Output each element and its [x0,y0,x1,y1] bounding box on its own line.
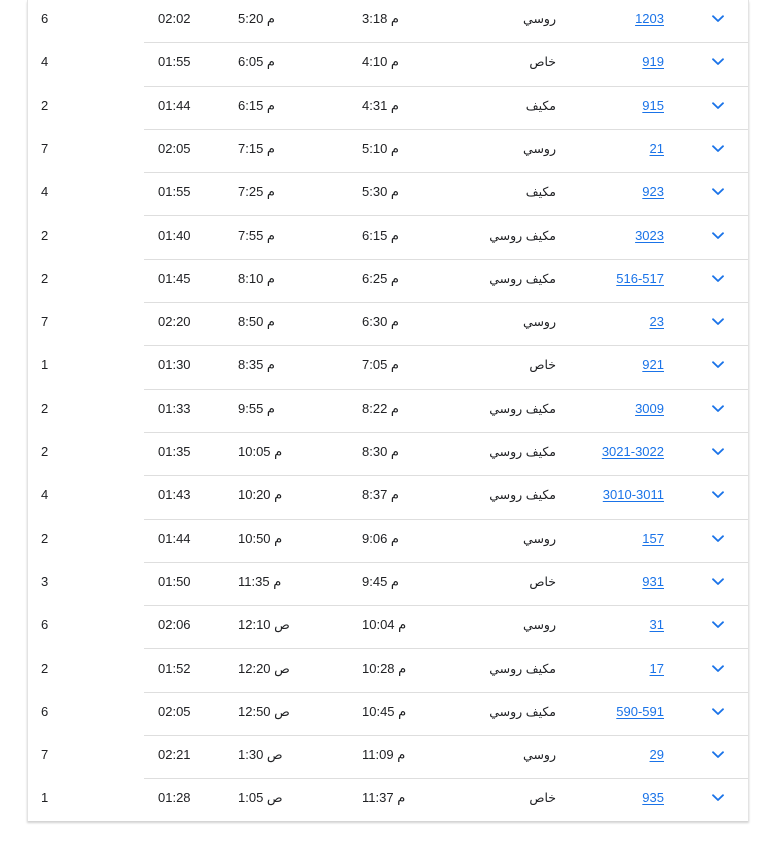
departure-time: 7:05 م [362,357,399,373]
train-type: خاص [529,574,556,589]
table-row [28,0,748,43]
expand-row-button[interactable] [710,0,726,43]
train-type: روسي [523,618,556,633]
expand-row-button[interactable] [710,433,726,476]
trip-duration: 01:44 [158,97,191,113]
chevron-down-icon [712,145,724,153]
chevron-down-icon [712,448,724,456]
trip-duration: 01:52 [158,660,191,676]
train-type: خاص [529,791,556,806]
trip-duration: 01:35 [158,444,191,459]
stops-count: 2 [41,270,49,286]
expand-row-button[interactable] [710,779,726,822]
stops-count: 4 [41,54,49,70]
departure-time: 6:30 م [362,314,399,330]
table-row [28,260,748,303]
arrival-time: 12:10 ص [238,617,290,633]
chevron-down-icon [712,58,724,66]
chevron-down-icon [712,794,724,802]
train-type: مكيف روسي [489,401,556,416]
stops-count: 7 [41,140,49,156]
train-type: روسي [523,748,556,763]
trip-duration: 01:44 [158,530,191,546]
table-row [28,563,748,606]
train-number-link[interactable]: 3009 [635,400,664,416]
chevron-down-icon [712,102,724,110]
expand-row-button[interactable] [710,130,726,173]
departure-time: 6:15 م [362,227,399,243]
departure-time: 4:10 م [362,54,399,70]
arrival-time: 1:05 ص [238,790,283,806]
departure-time: 3:18 م [362,11,399,26]
departure-time: 10:28 م [362,660,407,676]
stops-count: 2 [41,400,49,416]
table-row [28,476,748,519]
table-row [28,303,748,346]
chevron-down-icon [712,405,724,413]
chevron-down-icon [712,708,724,716]
trip-duration: 01:40 [158,227,191,243]
train-type: مكيف روسي [489,488,556,503]
departure-time: 5:30 م [362,184,399,200]
train-type: مكيف روسي [489,445,556,459]
table-row [28,433,748,476]
expand-row-button[interactable] [710,87,726,130]
stops-count: 1 [41,790,49,806]
stops-count: 3 [41,573,49,589]
table-row [28,390,748,433]
train-number-link[interactable]: 921 [642,357,664,373]
table-row [28,130,748,173]
departure-time: 5:10 م [362,140,399,156]
arrival-time: 9:55 م [238,400,275,416]
train-type: مكيف [525,98,556,113]
expand-row-button[interactable] [710,260,726,303]
table-row [28,650,748,693]
chevron-down-icon [712,578,724,586]
arrival-time: 12:20 ص [238,660,290,676]
table-row [28,736,748,779]
stops-count: 6 [41,617,49,633]
departure-time: 10:04 م [362,617,407,633]
stops-count: 7 [41,747,49,763]
expand-row-button[interactable] [710,520,726,563]
table-row [28,87,748,130]
arrival-time: 10:05 م [238,444,283,459]
expand-row-button[interactable] [710,650,726,693]
train-type: مكيف روسي [489,228,556,243]
table-row [28,779,748,822]
train-number-link[interactable]: 935 [642,790,664,806]
train-number-link[interactable]: 1203 [635,11,664,26]
expand-row-button[interactable] [710,173,726,216]
train-number-link[interactable]: 3023 [635,227,664,243]
departure-time: 8:30 م [362,444,399,459]
trip-duration: 02:05 [158,703,191,719]
trip-duration: 02:06 [158,617,191,633]
arrival-time: 10:20 م [238,487,283,503]
stops-count: 6 [41,11,49,26]
train-type: مكيف روسي [489,271,556,286]
train-type: روسي [523,141,556,156]
chevron-down-icon [712,361,724,369]
departure-time: 9:45 م [362,573,399,589]
table-row [28,217,748,260]
departure-time: 11:09 م [362,747,406,763]
train-number-link[interactable]: 17 [649,660,664,676]
arrival-time: 11:35 م [238,573,282,589]
expand-row-button[interactable] [710,606,726,649]
table-row [28,43,748,86]
arrival-time: 8:50 م [238,314,275,330]
train-type: روسي [523,315,556,330]
trip-duration: 01:28 [158,790,191,806]
train-number-link[interactable]: 915 [642,97,664,113]
stops-count: 4 [41,184,49,200]
table-row [28,520,748,563]
stops-count: 2 [41,97,49,113]
train-number-link[interactable]: 931 [642,573,664,589]
trip-duration: 01:33 [158,400,191,416]
train-type: مكيف روسي [489,661,556,676]
departure-time: 4:31 م [362,97,399,113]
expand-row-button[interactable] [710,693,726,736]
chevron-down-icon [712,751,724,759]
table-row [28,606,748,649]
expand-row-button[interactable] [710,303,726,346]
expand-row-button[interactable] [710,43,726,86]
arrival-time: 7:25 م [238,184,275,200]
trip-duration: 02:21 [158,747,191,763]
trip-duration: 02:02 [158,11,191,26]
train-type: خاص [529,55,556,70]
chevron-down-icon [712,491,724,499]
table-row [28,693,748,736]
train-number-link[interactable]: 31 [649,617,664,633]
train-number-link[interactable]: 919 [642,54,664,70]
trip-duration: 02:20 [158,314,191,330]
trip-duration: 01:50 [158,573,191,589]
chevron-down-icon [712,665,724,673]
arrival-time: 12:50 ص [238,703,290,719]
arrival-time: 8:35 م [238,357,275,373]
expand-row-button[interactable] [710,390,726,433]
departure-time: 8:37 م [362,487,399,503]
stops-count: 1 [41,357,49,373]
arrival-time: 5:20 م [238,11,275,26]
arrival-time: 6:15 م [238,97,275,113]
train-number-link[interactable]: 3010-3011 [602,487,664,503]
chevron-down-icon [712,318,724,326]
arrival-time: 1:30 ص [238,747,283,763]
train-number-link[interactable]: 23 [649,314,664,330]
train-number-link[interactable]: 21 [649,140,664,156]
chevron-down-icon [712,15,724,23]
departure-time: 11:37 م [362,790,406,806]
chevron-down-icon [712,188,724,196]
trip-duration: 01:55 [158,184,191,200]
arrival-time: 7:15 م [238,140,275,156]
train-number-link[interactable]: 157 [642,530,664,546]
trip-duration: 01:55 [158,54,191,70]
train-number-link[interactable]: 923 [642,184,664,200]
departure-time: 9:06 م [362,530,399,546]
chevron-down-icon [712,275,724,283]
arrival-time: 8:10 م [238,270,275,286]
train-type: روسي [523,12,556,26]
stops-count: 2 [41,444,49,459]
trip-duration: 02:05 [158,140,191,156]
train-type: روسي [523,531,556,546]
chevron-down-icon [712,232,724,240]
trip-duration: 01:30 [158,357,191,373]
stops-count: 4 [41,487,49,503]
stops-count: 2 [41,660,49,676]
expand-row-button[interactable] [710,346,726,389]
arrival-time: 7:55 م [238,227,275,243]
stops-count: 2 [41,227,49,243]
chevron-down-icon [712,535,724,543]
expand-row-button[interactable] [710,476,726,519]
train-number-link[interactable]: 3021-3022 [601,444,664,459]
table-row [28,346,748,389]
train-number-link[interactable]: 590-591 [616,703,664,719]
train-number-link[interactable]: 29 [649,747,664,763]
arrival-time: 10:50 م [238,530,283,546]
stops-count: 2 [41,530,49,546]
trip-duration: 01:45 [158,270,191,286]
departure-time: 6:25 م [362,270,399,286]
chevron-down-icon [712,621,724,629]
stops-count: 7 [41,314,49,330]
train-type: مكيف [525,185,556,200]
arrival-time: 6:05 م [238,54,275,70]
departure-time: 10:45 م [362,703,407,719]
trip-duration: 01:43 [158,487,191,503]
train-type: مكيف روسي [489,704,556,719]
train-schedule-table [27,0,749,821]
train-type: خاص [529,358,556,373]
train-number-link[interactable]: 516-517 [616,270,664,286]
expand-row-button[interactable] [710,217,726,260]
stops-count: 6 [41,703,49,719]
expand-row-button[interactable] [710,563,726,606]
table-row [28,173,748,216]
departure-time: 8:22 م [362,400,399,416]
expand-row-button[interactable] [710,736,726,779]
